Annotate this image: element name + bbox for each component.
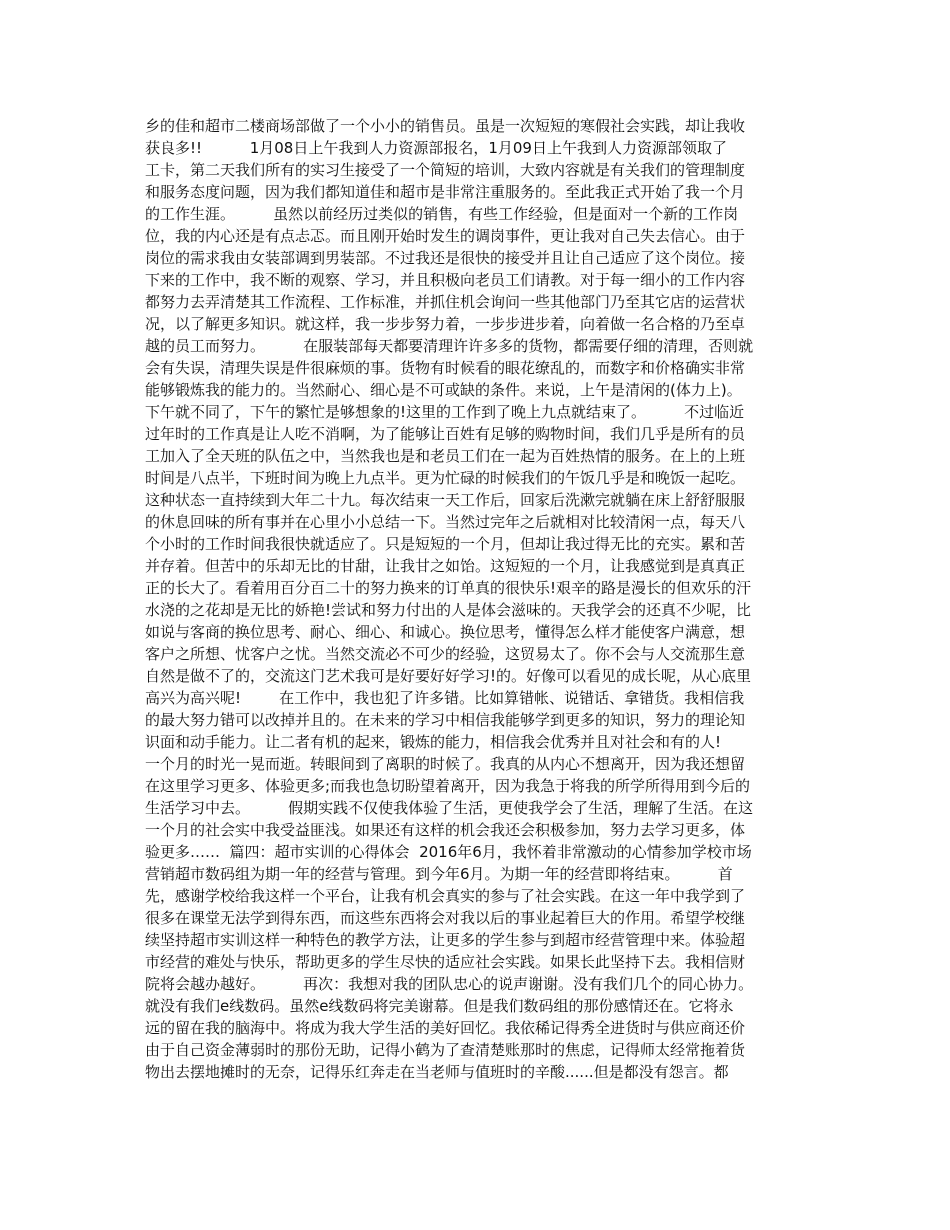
text-line: 都努力去弄清楚其工作流程、工作标准，并抓住机会询问一些其他部门乃至其它店的运营状: [145, 293, 746, 311]
text-line: 获良多!! 1月08日上午我到人力资源部报名，1月09日上午我到人力资源部领取了: [145, 139, 727, 157]
text-line: 正的长大了。看着用百分百二十的努力换来的订单真的很快乐!艰辛的路是漫长的但欢乐的汗: [145, 579, 752, 597]
text-line: 一个月的时光一晃而逝。转眼间到了离职的时候了。我真的从内心不想离开，因为我还想留: [145, 755, 746, 773]
text-line: 时间是八点半，下班时间为晚上九点半。更为忙碌的时候我们的午饭几乎是和晚饭一起吃。: [145, 469, 746, 487]
text-line: 下来的工作中，我不断的观察、学习，并且积极向老员工们请教。对于每一细小的工作内容: [145, 271, 746, 289]
text-line: 营销超市数码组为期一年的经营与管理。到今年6月。为期一年的经营即将结束。 首: [145, 865, 733, 883]
text-line: 的休息回味的所有事并在心里小小总结一下。当然过完年之后就相对比较清闲一点，每天八: [145, 513, 746, 531]
text-line: 工加入了全天班的队伍之中，当然我也是和老员工们在一起为百姓热情的服务。在上的上班: [145, 447, 746, 465]
text-line: 下午就不同了，下午的繁忙是够想象的!这里的工作到了晚上九点就结束了。 不过临近: [145, 403, 745, 421]
text-line: 能够锻炼我的能力的。当然耐心、细心是不可或缺的条件。来说，上午是清闲的(体力上)。: [145, 381, 742, 399]
text-line: 识面和动手能力。让二者有机的起来，锻炼的能力，相信我会优秀并且对社会和有的人!: [145, 733, 722, 751]
text-line: 客户之所想、忧客户之忧。当然交流必不可少的经验，这贸易太了。你不会与人交流那生意: [145, 645, 746, 663]
text-line: 市经营的难处与快乐，帮助更多的学生尽快的适应社会实践。如果长此坚持下去。我相信财: [145, 953, 746, 971]
text-line: 自然是做不了的，交流这门艺术我可是好要好好学习!的。好像可以看见的成长呢，从心底里: [145, 667, 752, 685]
text-line: 验更多…… 篇四：超市实训的心得体会 2016年6月，我怀着非常激动的心情参加学校市场: [145, 843, 752, 861]
text-line: 越的员工而努力。 在服装部每天都要清理许许多多的货物，都需要仔细的清理，否则就: [145, 337, 754, 355]
text-line: 工卡，第二天我们所有的实习生接受了一个简短的培训，大致内容就是有关我们的管理制度: [145, 161, 746, 179]
text-line: 会有失误，清理失误是件很麻烦的事。货物有时候看的眼花缭乱的，而数字和价格确实非常: [145, 359, 746, 377]
text-line: 物出去摆地摊时的无奈，记得乐红奔走在当老师与值班时的辛酸......但是都没有怨言。都: [145, 1063, 729, 1081]
text-line: 在这里学习更多、体验更多;而我也急切盼望着离开，因为我急于将我的所学所得用到今后的: [145, 777, 751, 795]
text-line: 的最大努力错可以改掉并且的。在未来的学习中相信我能够学到更多的知识，努力的理论知: [145, 711, 746, 729]
document-body: [145, 115, 815, 1083]
text-line: 个小时的工作时间我很快就适应了。只是短短的一个月，但却让我过得无比的充实。累和苦: [145, 535, 746, 553]
text-line: 院将会越办越好。 再次：我想对我的团队忠心的说声谢谢。没有我们几个的同心协力。: [145, 975, 754, 993]
text-line: 很多在课堂无法学到得东西，而这些东西将会对我以后的事业起着巨大的作用。希望学校继: [145, 909, 746, 927]
text-line: 况，以了解更多知识。就这样，我一步步努力着，一步步进步着，向着做一名合格的乃至卓: [145, 315, 746, 333]
text-line: 先，感谢学校给我这样一个平台，让我有机会真实的参与了社会实践。在这一年中我学到了: [145, 887, 746, 905]
text-line: 并存着。但苦中的乐却无比的甘甜，让我甘之如饴。这短短的一个月，让我感觉到是真真正: [145, 557, 746, 575]
text-line: 和服务态度问题，因为我们都知道佳和超市是非常注重服务的。至此我正式开始了我一个月: [145, 183, 746, 201]
text-line: 的工作生涯。 虽然以前经历过类似的销售，有些工作经验，但是面对一个新的工作岗: [145, 205, 739, 223]
text-line: 由于自己资金薄弱时的那份无助，记得小鹤为了查清楚账那时的焦虑，记得师太经常拖着货: [145, 1041, 746, 1059]
text-line: 就没有我们e线数码。虽然e线数码将完美谢幕。但是我们数码组的那份感情还在。它将永: [145, 997, 734, 1015]
text-line: 续坚持超市实训这样一种特色的教学方法，让更多的学生参与到超市经营管理中来。体验超: [145, 931, 746, 949]
text-line: 如说与客商的换位思考、耐心、细心、和诚心。换位思考，懂得怎么样才能使客户满意，想: [145, 623, 746, 641]
text-line: 远的留在我的脑海中。将成为我大学生活的美好回忆。我依稀记得秀全进货时与供应商还价: [145, 1019, 746, 1037]
text-line: 岗位的需求我由女装部调到男装部。不过我还是很快的接受并且让自己适应了这个岗位。接: [145, 249, 746, 267]
text-line: 一个月的社会实中我受益匪浅。如果还有这样的机会我还会积极参加，努力去学习更多，体: [145, 821, 746, 839]
text-line: 过年时的工作真是让人吃不消啊，为了能够让百姓有足够的购物时间，我们几乎是所有的员: [145, 425, 746, 443]
text-line: 水浇的之花却是无比的娇艳!尝试和努力付出的人是体会滋味的。天我学会的还真不少呢，比: [145, 601, 752, 619]
text-line: 生活学习中去。 假期实践不仅使我体验了生活，更使我学会了生活，理解了生活。在这: [145, 799, 754, 817]
text-line: 这种状态一直持续到大年二十九。每次结束一天工作后，回家后洗漱完就躺在床上舒舒服服: [145, 491, 746, 509]
text-line: 位，我的内心还是有点忐忑。而且刚开始时发生的调岗事件，更让我对自己失去信心。由于: [145, 227, 746, 245]
text-line: 乡的佳和超市二楼商场部做了一个小小的销售员。虽是一次短短的寒假社会实践，却让我收: [145, 117, 746, 135]
text-line: 高兴为高兴呢! 在工作中，我也犯了许多错。比如算错帐、说错话、拿错货。我相信我: [145, 689, 745, 707]
